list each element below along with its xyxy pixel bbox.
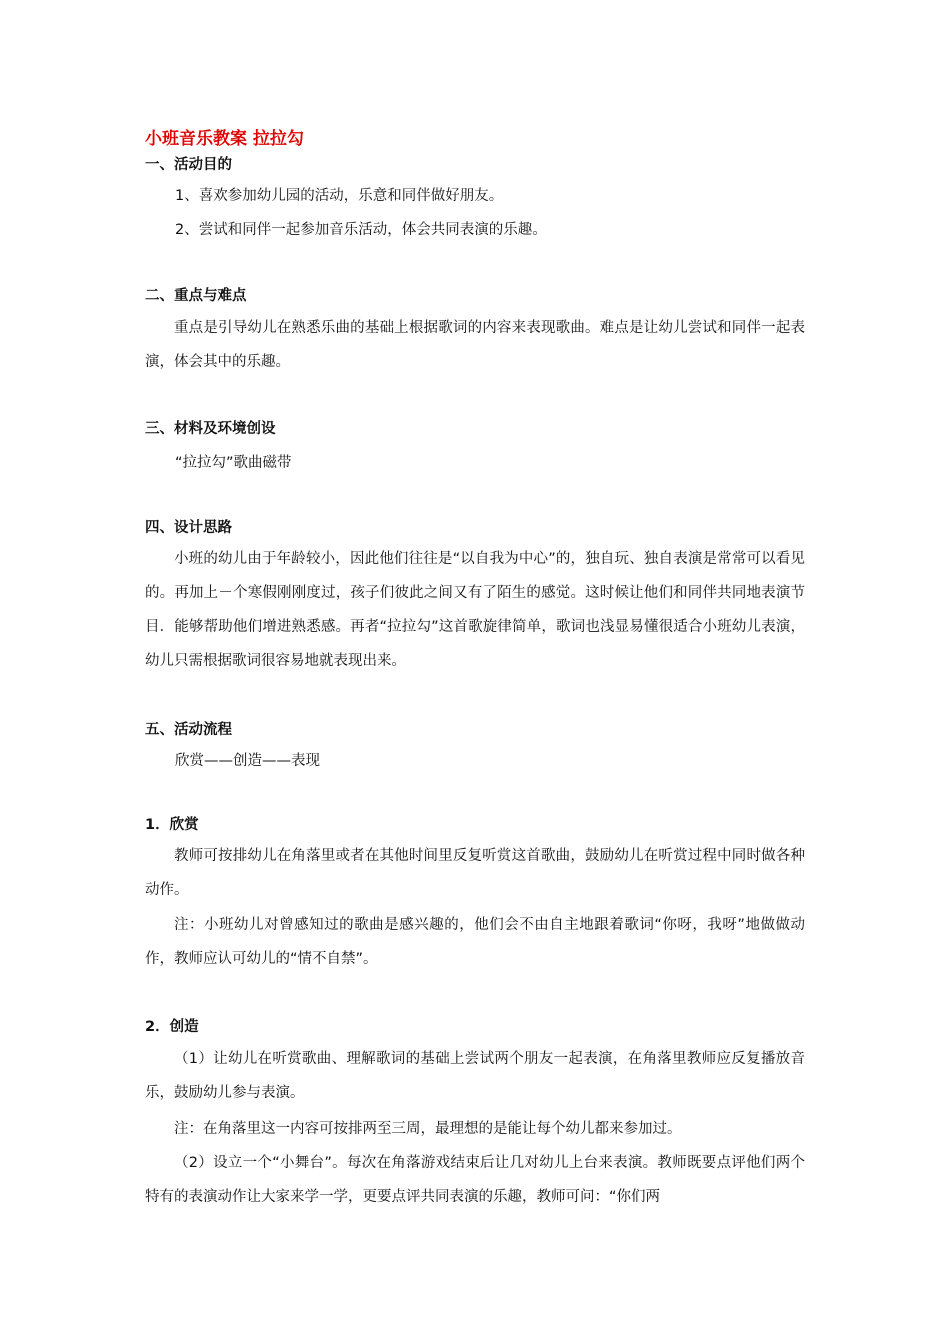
section-heading-design: 四、设计思路 [145,520,232,536]
goal-item-1: 1、喜欢参加幼儿园的活动，乐意和同伴做好朋友。 [175,188,504,204]
create-note: 注：在角落里这一内容可按排两至三周，最理想的是能让每个幼儿都来参加过。 [174,1121,682,1137]
section-heading-goals: 一、活动目的 [145,157,232,173]
goal-item-2: 2、尝试和同伴一起参加音乐活动，体会共同表演的乐趣。 [175,222,547,238]
appreciate-note: 注：小班幼儿对曾感知过的歌曲是感兴趣的，他们会不由自主地跟着歌词“你呀，我呀”地做做动作，教师应认可幼儿的“情不自禁”。 [145,917,805,967]
create-paragraph-2: （2）设立一个“小舞台”。每次在角落游戏结束后让几对幼儿上台来表演。教师既要点评他们两个特有的表演动作让大家来学一学，更要点评共同表演的乐趣，教师可问：“你们两 [145,1155,805,1205]
section-heading-materials: 三、材料及环境创设 [145,421,276,437]
create-paragraph-1: （1）让幼儿在听赏歌曲、理解歌词的基础上尝试两个朋友一起表演，在角落里教师应反复播放音乐，鼓励幼儿参与表演。 [145,1051,805,1101]
section-heading-process: 五、活动流程 [145,722,232,738]
focus-paragraph: 重点是引导幼儿在熟悉乐曲的基础上根据歌词的内容来表现歌曲。难点是让幼儿尝试和同伴一起表演，体会其中的乐趣。 [145,320,805,370]
process-summary: 欣赏——创造——表现 [175,753,320,769]
section-heading-focus: 二、重点与难点 [145,288,247,304]
step-heading-create: 2．创造 [145,1019,199,1035]
step-heading-appreciate: 1．欣赏 [145,817,199,833]
design-paragraph: 小班的幼儿由于年龄较小，因此他们往往是“以自我为中心”的，独自玩、独自表演是常常可以看见的。再加上－个寒假刚刚度过，孩子们彼此之间又有了陌生的感觉。这时候让他们和同伴共同地表演节目．能够帮助他们增进熟悉感。再者“拉拉勾”这首歌旋律简单，歌词也浅显易懂很适合小班幼儿表演，幼儿只需根据歌词很容易地就表现出来。 [145,551,805,669]
document-title: 小班音乐教案 拉拉勾 [145,129,304,149]
appreciate-paragraph: 教师可按排幼儿在角落里或者在其他时间里反复听赏这首歌曲，鼓励幼儿在听赏过程中同时做各种动作。 [145,848,805,898]
materials-text: “拉拉勾”歌曲磁带 [175,455,292,471]
